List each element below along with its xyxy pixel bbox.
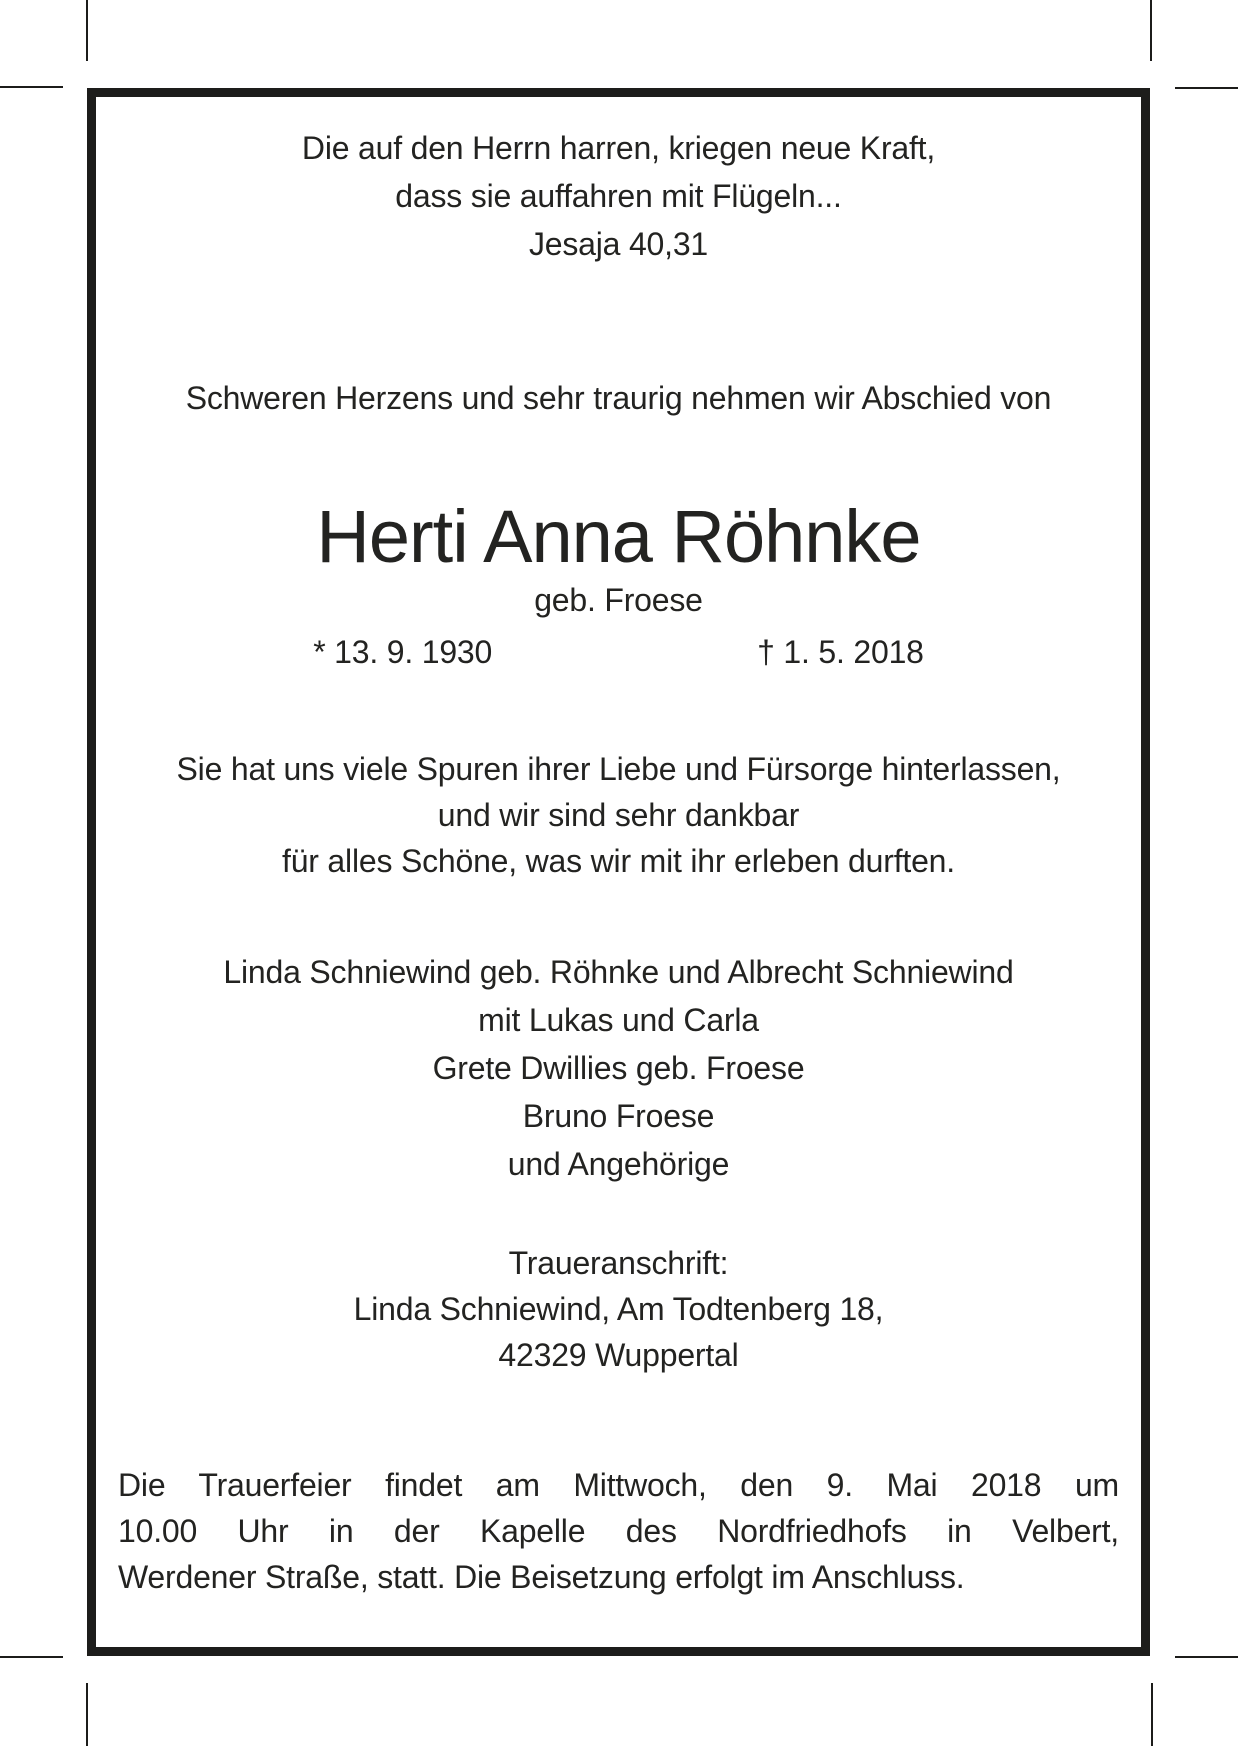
scripture-quote — [96, 124, 1141, 268]
maiden-name — [96, 576, 1141, 624]
crop-mark-bottom-right-vertical — [1151, 1683, 1153, 1746]
quote-line: dass sie auffahren mit Flügeln... — [395, 178, 842, 214]
life-dates — [96, 628, 1141, 676]
farewell-intro-text: Schweren Herzens und sehr traurig nehmen wir Abschied von — [185, 380, 1052, 416]
deceased-name-text: Herti Anna Röhnke — [316, 495, 921, 578]
condolence-address-line: 42329 Wuppertal — [498, 1337, 739, 1373]
mourners-list — [96, 948, 1141, 1188]
crop-mark-bottom-left-horizontal — [0, 1656, 63, 1658]
condolence-address-label: Traueranschrift: — [508, 1245, 729, 1281]
tribute-line: für alles Schöne, was wir mit ihr erleben durften. — [282, 843, 955, 879]
tribute-paragraph — [96, 746, 1141, 884]
crop-mark-top-right-horizontal — [1175, 87, 1238, 89]
condolence-address — [96, 1240, 1141, 1378]
mourner-line: Grete Dwillies geb. Froese — [432, 1050, 805, 1086]
tribute-line: und wir sind sehr dankbar — [437, 797, 800, 833]
crop-mark-top-left-vertical — [86, 0, 88, 61]
funeral-info — [96, 1462, 1141, 1600]
farewell-intro — [96, 374, 1141, 422]
funeral-info-line: Werdener Straße, statt. Die Beisetzung erfolgt im Anschluss. — [118, 1559, 965, 1595]
funeral-info-line: Die Trauerfeier findet am Mittwoch, den 9. Mai 2018 um — [118, 1467, 1119, 1503]
crop-mark-bottom-left-vertical — [86, 1683, 88, 1746]
mourner-line: Bruno Froese — [522, 1098, 715, 1134]
crop-mark-bottom-right-horizontal — [1175, 1656, 1238, 1658]
crop-mark-top-left-horizontal — [0, 86, 63, 88]
condolence-address-line: Linda Schniewind, Am Todtenberg 18, — [353, 1291, 884, 1327]
deceased-name — [96, 496, 1141, 578]
birth-date: * 13. 9. 1930 — [313, 634, 493, 670]
quote-line: Die auf den Herrn harren, kriegen neue Kraft, — [301, 130, 936, 166]
mourner-line: mit Lukas und Carla — [478, 1002, 759, 1038]
funeral-info-line: 10.00 Uhr in der Kapelle des Nordfriedhofs in Velbert, — [118, 1513, 1119, 1549]
mourner-line: und Angehörige — [507, 1146, 730, 1182]
quote-source: Jesaja 40,31 — [528, 226, 709, 262]
tribute-line: Sie hat uns viele Spuren ihrer Liebe und Fürsorge hinterlassen, — [176, 751, 1061, 787]
maiden-name-text: geb. Froese — [534, 582, 703, 618]
crop-mark-top-right-vertical — [1150, 0, 1152, 61]
mourner-line: Linda Schniewind geb. Röhnke und Albrecht Schniewind — [223, 954, 1014, 990]
death-date: † 1. 5. 2018 — [757, 634, 924, 670]
